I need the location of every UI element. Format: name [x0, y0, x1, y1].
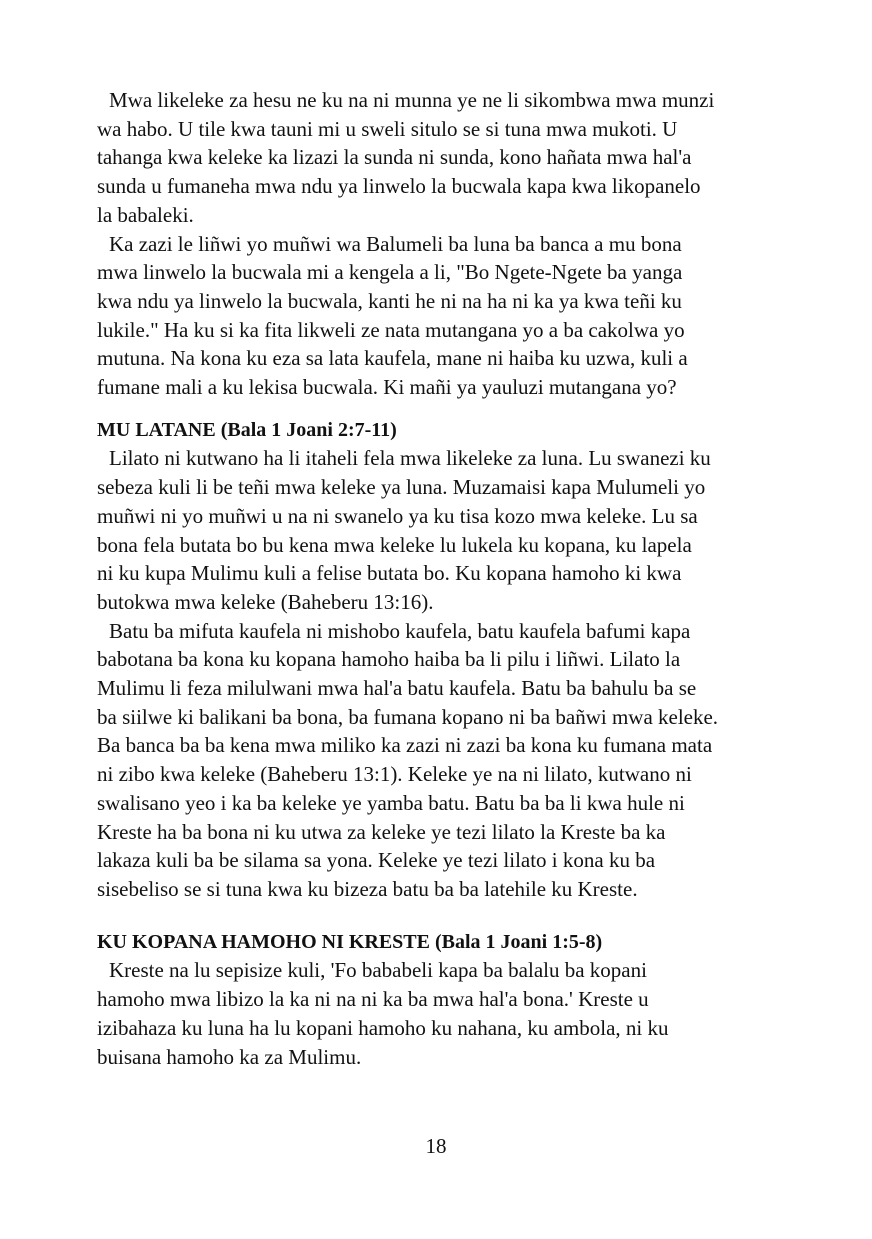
paragraph [97, 617, 837, 904]
paragraph [97, 86, 837, 230]
text-line: Mulimu li feza milulwani mwa hal'a batu kaufela. Batu ba bahulu ba se [97, 676, 697, 701]
text-line: muñwi ni yo muñwi u na ni swanelo ya ku tisa kozo mwa keleke. Lu sa [97, 503, 698, 528]
text-line: sebeza kuli li be teñi mwa keleke ya luna. Muzamaisi kapa Mulumeli yo [97, 475, 706, 500]
section-heading: MU LATANE (Bala 1 Joani 2:7-11) [97, 418, 397, 441]
text-line: Batu ba mifuta kaufela ni mishobo kaufela, batu kaufela bafumi kapa [109, 618, 691, 643]
text-line: kwa ndu ya linwelo la bucwala, kanti he ni na ha ni ka ya kwa teñi ku [97, 288, 682, 313]
text-line: sunda u fumaneha mwa ndu ya linwelo la bucwala kapa kwa likopanelo [97, 174, 701, 199]
text-line: ni ku kupa Mulimu kuli a felise butata bo. Ku kopana hamoho ki kwa [97, 561, 682, 586]
text-line: butokwa mwa keleke (Baheberu 13:16). [97, 589, 434, 614]
text-line: izibahaza ku luna ha lu kopani hamoho ku nahana, ku ambola, ni ku [97, 1015, 669, 1040]
text-line: mutuna. Na kona ku eza sa lata kaufela, mane ni haiba ku uzwa, kuli a [97, 346, 688, 371]
text-line: Kreste na lu sepisize kuli, 'Fo bababeli kapa ba balalu ba kopani [109, 958, 647, 983]
text-line: Ka zazi le liñwi yo muñwi wa Balumeli ba luna ba banca a mu bona [109, 231, 682, 256]
text-line: la babaleki. [97, 202, 194, 227]
text-line: tahanga kwa keleke ka lizazi la sunda ni sunda, kono hañata mwa hal'a [97, 145, 692, 170]
text-line: swalisano yeo i ka ba keleke ye yamba batu. Batu ba ba li kwa hule ni [97, 790, 685, 815]
section-heading: KU KOPANA HAMOHO NI KRESTE (Bala 1 Joani 1:5-8) [97, 930, 603, 953]
page-body [97, 86, 837, 1071]
paragraph [97, 230, 837, 402]
text-line: Lilato ni kutwano ha li itaheli fela mwa likeleke za luna. Lu swanezi ku [109, 446, 711, 471]
text-line: babotana ba kona ku kopana hamoho haiba ba li pilu i liñwi. Lilato la [97, 647, 681, 672]
text-line: fumane mali a ku lekisa bucwala. Ki mañi ya yauluzi mutangana yo? [97, 375, 677, 400]
text-line: hamoho mwa libizo la ka ni na ni ka ba mwa hal'a bona.' Kreste u [97, 987, 649, 1012]
text-line: ni zibo kwa keleke (Baheberu 13:1). Keleke ye na ni lilato, kutwano ni [97, 762, 692, 787]
text-line: lakaza kuli ba be silama sa yona. Keleke ye tezi lilato i kona ku ba [97, 848, 656, 873]
page-number: 18 [425, 1134, 447, 1158]
text-line: mwa linwelo la bucwala mi a kengela a li, "Bo Ngete-Ngete ba yanga [97, 260, 683, 285]
text-line: bona fela butata bo bu kena mwa keleke lu lukela ku kopana, ku lapela [97, 532, 692, 557]
text-line: wa habo. U tile kwa tauni mi u sweli situlo se si tuna mwa mukoti. U [97, 116, 678, 141]
paragraph [97, 444, 837, 616]
paragraph [97, 956, 837, 1071]
text-line: Ba banca ba ba kena mwa miliko ka zazi ni zazi ba kona ku fumana mata [97, 733, 713, 758]
text-line: buisana hamoho ka za Mulimu. [97, 1044, 362, 1069]
text-line: sisebeliso se si tuna kwa ku bizeza batu ba ba latehile ku Kreste. [97, 876, 638, 901]
text-line: lukile." Ha ku si ka fita likweli ze nata mutangana yo a ba cakolwa yo [97, 317, 685, 342]
text-line: Kreste ha ba bona ni ku utwa za keleke ye tezi lilato la Kreste ba ka [97, 819, 666, 844]
text-line: ba siilwe ki balikani ba bona, ba fumana kopano ni ba bañwi mwa keleke. [97, 704, 719, 729]
text-line: Mwa likeleke za hesu ne ku na ni munna ye ne li sikombwa mwa munzi [109, 88, 715, 112]
